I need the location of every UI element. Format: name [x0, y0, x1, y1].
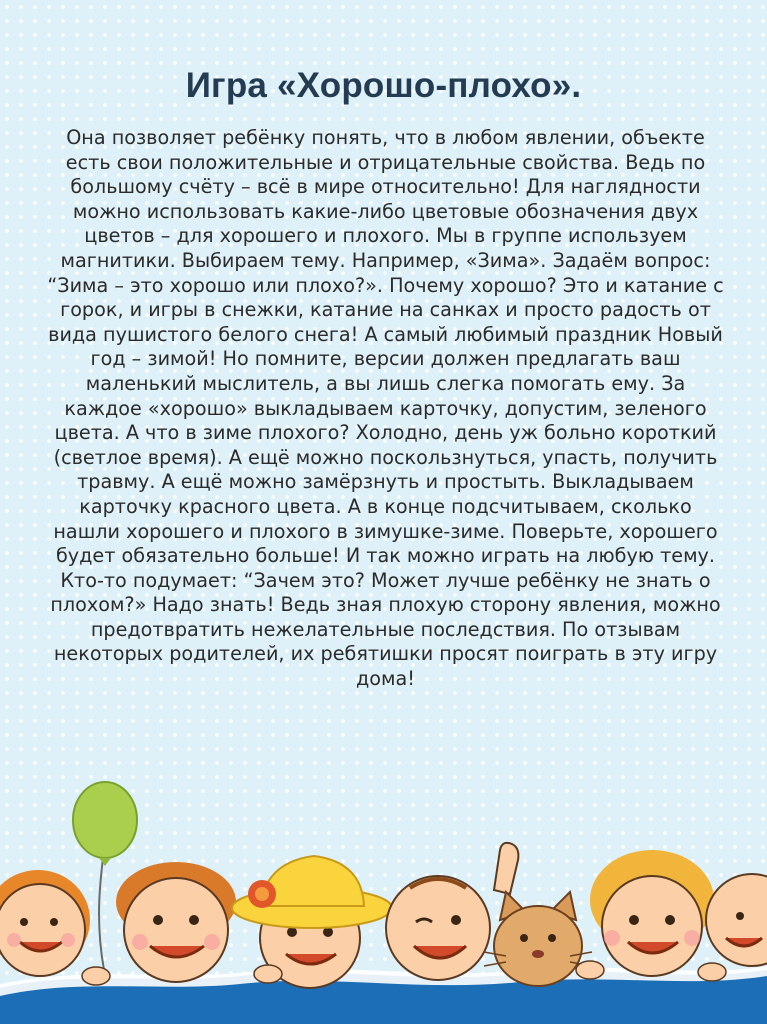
slide-title: Игра «Хорошо-плохо». [185, 66, 582, 105]
slide-paragraph: Она позволяет ребёнку понять, что в любом явлении, объекте есть свои положительные и отрицательные свойства. Ведь по большому счёту – всё в мире относительно! Для наглядности можно использовать какие-либо цветовые обозначения двух цветов – для хорошего и плохого. Мы в группе используем магнитики. Выбираем тему. Например, «Зима». Задаём вопрос: “Зима – это хорошо или плохо?». Почему хорошо? Это и катание с горок, и игры в снежки, катание на санках и просто радость от вида пушистого белого снега! А самый любимый праздник Новый год – зимой! Но помните, версии должен предлагать ваш маленький мыслитель, а вы лишь слегка помогать ему. За каждое «хорошо» выкладываем карточку, допустим, зеленого цвета. А что в зиме плохого? Холодно, день уж больно короткий (светлое время). А ещё можно поскользнуться, упасть, получить травму. А ещё можно замёрзнуть и простыть. Выкладываем карточку красного цвета. А в конце подсчитываем, сколько нашли хорошего и плохого в зимушке-зиме. Поверьте, хорошего будет обязательно больше! И так можно играть на любую тему. Кто-то подумает: “Зачем это? Может лучше ребёнку не знать о плохом?» Надо знать! Ведь зная плохую сторону явления, можно предотвратить нежелательные последствия. По отзывам некоторых родителей, их ребятишки просят поиграть в эту игру дома! [47, 126, 724, 691]
children-illustration [0, 770, 767, 1024]
child-face-icon [590, 850, 714, 976]
child-face-icon [386, 876, 490, 980]
raised-arm [494, 843, 518, 894]
child-face-icon [706, 874, 767, 966]
sun-hat-icon [232, 856, 392, 928]
child-face-icon [116, 862, 236, 982]
child-face-icon [0, 870, 90, 976]
